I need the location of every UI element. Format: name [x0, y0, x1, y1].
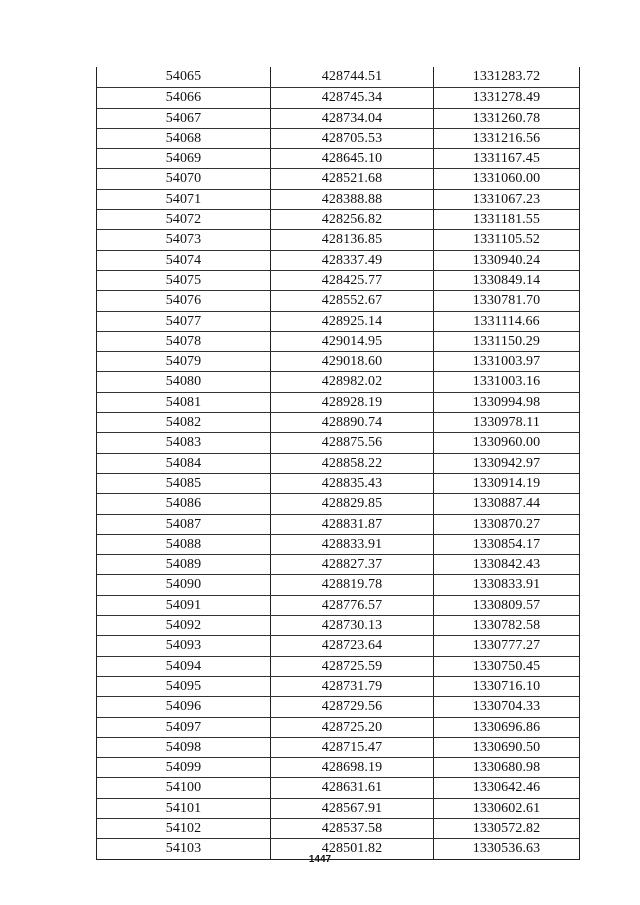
x-coordinate-cell: 428745.34 — [271, 88, 434, 107]
x-coordinate-cell: 428776.57 — [271, 596, 434, 615]
table-row — [97, 128, 579, 148]
table-row — [97, 270, 579, 290]
x-coordinate-cell: 428388.88 — [271, 190, 434, 209]
y-coordinate-cell: 1330842.43 — [472, 557, 541, 573]
point-id-cell: 54101 — [97, 799, 271, 818]
y-coordinate-cell: 1330716.10 — [472, 678, 541, 694]
y-coordinate-cell: 1330849.14 — [472, 272, 541, 288]
point-id-cell: 54066 — [97, 88, 271, 107]
x-coordinate-cell: 428831.87 — [271, 515, 434, 534]
table-row — [97, 656, 579, 676]
point-id-cell: 54099 — [97, 758, 271, 777]
y-coordinate-cell: 1330914.19 — [472, 475, 541, 491]
table-row — [97, 514, 579, 534]
table-row — [97, 676, 579, 696]
table-row — [97, 737, 579, 757]
point-id-cell: 54088 — [97, 535, 271, 554]
table-row — [97, 168, 579, 188]
point-id-cell: 54092 — [97, 616, 271, 635]
point-id-cell: 54079 — [97, 352, 271, 371]
y-coordinate-cell: 1331003.97 — [472, 354, 541, 370]
y-coordinate-cell: 1331105.52 — [473, 232, 540, 248]
y-coordinate-cell: 1331283.72 — [472, 69, 541, 84]
table-row — [97, 371, 579, 391]
point-id-cell: 54100 — [97, 778, 271, 797]
table-row — [97, 534, 579, 554]
point-id-cell: 54085 — [97, 474, 271, 493]
point-id-cell: 54083 — [97, 433, 271, 452]
table-row — [97, 351, 579, 371]
point-id-cell: 54075 — [97, 271, 271, 290]
x-coordinate-cell: 428890.74 — [271, 413, 434, 432]
point-id-cell: 54074 — [97, 251, 271, 270]
y-coordinate-cell: 1330642.46 — [472, 780, 541, 796]
x-coordinate-cell: 428521.68 — [271, 169, 434, 188]
table-row — [97, 818, 579, 838]
y-coordinate-cell: 1331181.55 — [473, 212, 540, 228]
x-coordinate-cell: 428136.85 — [271, 230, 434, 249]
y-coordinate-cell: 1330750.45 — [472, 658, 541, 674]
table-row — [97, 777, 579, 797]
point-id-cell: 54082 — [97, 413, 271, 432]
table-row — [97, 290, 579, 310]
table-row — [97, 493, 579, 513]
table-row — [97, 615, 579, 635]
table-row — [97, 87, 579, 107]
table-row — [97, 798, 579, 818]
x-coordinate-cell: 428875.56 — [271, 433, 434, 452]
y-coordinate-cell: 1331150.29 — [473, 333, 540, 349]
y-coordinate-cell: 1330833.91 — [472, 577, 541, 593]
y-coordinate-cell: 1330870.27 — [472, 516, 541, 532]
x-coordinate-cell: 428698.19 — [271, 758, 434, 777]
point-id-cell: 54084 — [97, 454, 271, 473]
x-coordinate-cell: 428819.78 — [271, 575, 434, 594]
point-id-cell: 54096 — [97, 697, 271, 716]
y-coordinate-cell: 1330781.70 — [472, 293, 541, 309]
point-id-cell: 54103 — [97, 839, 271, 858]
x-coordinate-cell: 428729.56 — [271, 697, 434, 716]
y-coordinate-cell: 1330696.86 — [472, 719, 541, 735]
point-id-cell: 54078 — [97, 332, 271, 351]
table-row — [97, 473, 579, 493]
point-id-cell: 54086 — [97, 494, 271, 513]
table-row — [97, 311, 579, 331]
y-coordinate-cell: 1330536.63 — [472, 841, 541, 857]
y-coordinate-cell: 1331216.56 — [472, 130, 541, 146]
point-id-cell: 54077 — [97, 312, 271, 331]
point-id-cell: 54095 — [97, 677, 271, 696]
x-coordinate-cell: 428256.82 — [271, 210, 434, 229]
table-row — [97, 757, 579, 777]
x-coordinate-cell: 428835.43 — [271, 474, 434, 493]
table-row — [97, 108, 579, 128]
x-coordinate-cell: 428833.91 — [271, 535, 434, 554]
x-coordinate-cell: 428858.22 — [271, 454, 434, 473]
y-coordinate-cell: 1331060.00 — [472, 171, 541, 187]
y-coordinate-cell: 1330942.97 — [472, 455, 541, 471]
x-coordinate-cell: 428827.37 — [271, 555, 434, 574]
y-coordinate-cell: 1330572.82 — [472, 820, 541, 836]
table-row — [97, 696, 579, 716]
page-number: 1447 — [308, 854, 332, 865]
x-coordinate-cell: 428925.14 — [271, 312, 434, 331]
y-coordinate-cell: 1330777.27 — [472, 638, 541, 654]
x-coordinate-cell: 428829.85 — [271, 494, 434, 513]
table-row — [97, 574, 579, 594]
coordinate-table — [96, 67, 580, 860]
x-coordinate-cell: 428337.49 — [271, 251, 434, 270]
point-id-cell: 54070 — [97, 169, 271, 188]
table-row — [97, 209, 579, 229]
y-coordinate-cell: 1331003.16 — [472, 374, 541, 390]
y-coordinate-cell: 1330704.33 — [472, 699, 541, 715]
y-coordinate-cell: 1330994.98 — [472, 394, 541, 410]
x-coordinate-cell: 428725.20 — [271, 718, 434, 737]
y-coordinate-cell: 1330960.00 — [472, 435, 541, 451]
table-row — [97, 392, 579, 412]
point-id-cell: 54069 — [97, 149, 271, 168]
point-id-cell: 54091 — [97, 596, 271, 615]
x-coordinate-cell: 428730.13 — [271, 616, 434, 635]
table-row — [97, 189, 579, 209]
table-row — [97, 453, 579, 473]
x-coordinate-cell: 428723.64 — [271, 636, 434, 655]
point-id-cell: 54094 — [97, 657, 271, 676]
table-row — [97, 250, 579, 270]
x-coordinate-cell: 428631.61 — [271, 778, 434, 797]
x-coordinate-cell: 428705.53 — [271, 129, 434, 148]
y-coordinate-cell: 1331114.66 — [473, 313, 540, 329]
table-row — [97, 635, 579, 655]
y-coordinate-cell: 1331278.49 — [472, 90, 541, 106]
x-coordinate-cell: 428734.04 — [271, 109, 434, 128]
y-coordinate-cell: 1330690.50 — [472, 739, 541, 755]
point-id-cell: 54067 — [97, 109, 271, 128]
table-row — [97, 412, 579, 432]
point-id-cell: 54068 — [97, 129, 271, 148]
point-id-cell: 54089 — [97, 555, 271, 574]
point-id-cell: 54102 — [97, 819, 271, 838]
point-id-cell: 54087 — [97, 515, 271, 534]
y-coordinate-cell: 1330782.58 — [472, 618, 541, 634]
x-coordinate-cell: 428725.59 — [271, 657, 434, 676]
y-coordinate-cell: 1330978.11 — [473, 415, 540, 431]
x-coordinate-cell: 428425.77 — [271, 271, 434, 290]
table-row — [97, 67, 579, 87]
point-id-cell: 54071 — [97, 190, 271, 209]
table-row — [97, 148, 579, 168]
x-coordinate-cell: 429014.95 — [271, 332, 434, 351]
x-coordinate-cell: 428537.58 — [271, 819, 434, 838]
point-id-cell: 54090 — [97, 575, 271, 594]
y-coordinate-cell: 1330602.61 — [472, 800, 541, 816]
y-coordinate-cell: 1330854.17 — [472, 536, 541, 552]
y-coordinate-cell: 1331167.45 — [473, 151, 540, 167]
table-row — [97, 432, 579, 452]
x-coordinate-cell: 428501.82 — [271, 839, 434, 858]
y-coordinate-cell: 1330887.44 — [472, 496, 541, 512]
y-coordinate-cell: 1331260.78 — [472, 110, 541, 126]
point-id-cell: 54098 — [97, 738, 271, 757]
y-coordinate-cell: 1331067.23 — [472, 191, 541, 207]
x-coordinate-cell: 428982.02 — [271, 372, 434, 391]
point-id-cell: 54076 — [97, 291, 271, 310]
point-id-cell: 54065 — [97, 67, 271, 87]
table-row — [97, 229, 579, 249]
x-coordinate-cell: 428928.19 — [271, 393, 434, 412]
y-coordinate-cell: 1330809.57 — [472, 597, 541, 613]
point-id-cell: 54072 — [97, 210, 271, 229]
point-id-cell: 54080 — [97, 372, 271, 391]
table-row — [97, 595, 579, 615]
x-coordinate-cell: 428645.10 — [271, 149, 434, 168]
x-coordinate-cell: 428567.91 — [271, 799, 434, 818]
y-coordinate-cell: 1330940.24 — [472, 252, 541, 268]
table-row — [97, 554, 579, 574]
x-coordinate-cell: 428715.47 — [271, 738, 434, 757]
y-coordinate-cell: 1330680.98 — [472, 760, 541, 776]
table-row — [97, 717, 579, 737]
table-row — [97, 331, 579, 351]
x-coordinate-cell: 428744.51 — [271, 67, 434, 87]
point-id-cell: 54097 — [97, 718, 271, 737]
x-coordinate-cell: 428552.67 — [271, 291, 434, 310]
point-id-cell: 54081 — [97, 393, 271, 412]
x-coordinate-cell: 428731.79 — [271, 677, 434, 696]
point-id-cell: 54093 — [97, 636, 271, 655]
x-coordinate-cell: 429018.60 — [271, 352, 434, 371]
point-id-cell: 54073 — [97, 230, 271, 249]
